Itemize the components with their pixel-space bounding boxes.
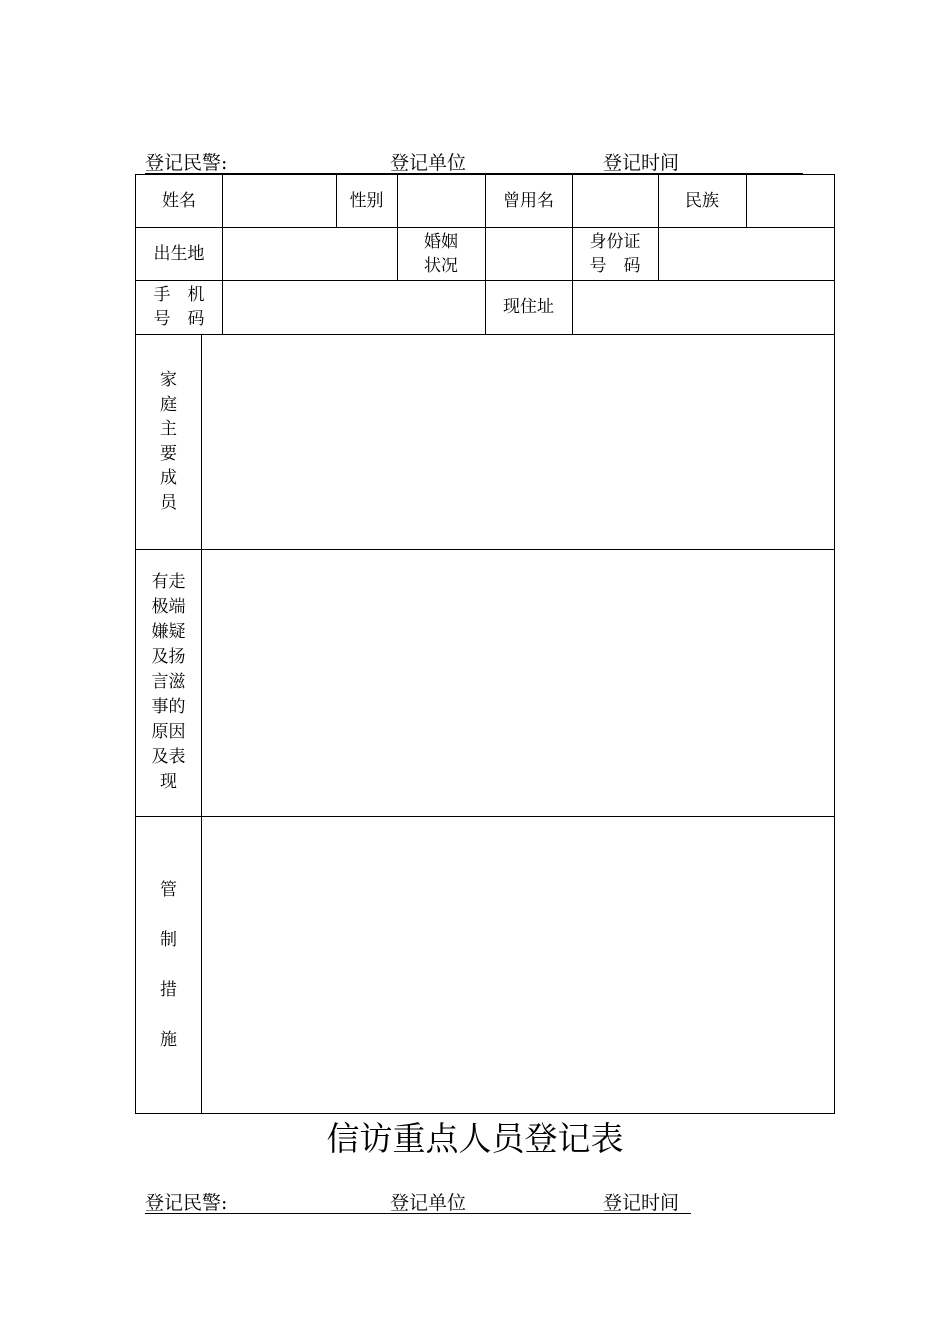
marital-status-label: 婚姻 状况 (424, 231, 458, 276)
registration-footer (145, 1188, 693, 1216)
address-label: 现住址 (503, 297, 554, 317)
control-measures-label-text: 管制措施 (160, 879, 177, 1050)
name-label: 姓名 (162, 191, 196, 211)
birthplace-field[interactable] (222, 227, 397, 280)
extreme-reason-field[interactable] (201, 549, 834, 816)
birthplace-label: 出生地 (153, 243, 205, 264)
registration-form (135, 174, 835, 1114)
time-label: 登记时间 (603, 152, 680, 174)
registration-header (145, 148, 805, 176)
control-measures-label (136, 816, 201, 1113)
control-measures-field[interactable] (201, 816, 834, 1113)
form-title: 信访重点人员登记表 (326, 1119, 624, 1158)
officer-label: 登记民警: (145, 1192, 228, 1214)
id-number-label: 身份证 号 码 (589, 231, 641, 276)
ethnicity-field[interactable] (746, 175, 834, 227)
name-field[interactable] (222, 175, 336, 227)
family-members-field[interactable] (201, 334, 834, 549)
address-field[interactable] (572, 280, 834, 334)
id-number-field[interactable] (658, 227, 834, 280)
officer-label: 登记民警: (145, 152, 228, 174)
former-name-label: 曾用名 (503, 191, 554, 211)
marital-status-field[interactable] (485, 227, 572, 280)
former-name-field[interactable] (572, 175, 658, 227)
time-label: 登记时间 (603, 1192, 680, 1214)
extreme-reason-label: 有走 极端 嫌疑 及扬 言滋 事的 原因 及表 现 (151, 572, 186, 792)
gender-field[interactable] (397, 175, 485, 227)
unit-label: 登记单位 (390, 152, 467, 174)
gender-label: 性别 (349, 191, 384, 211)
family-members-label-text: 家庭主要成员 (160, 370, 177, 513)
ethnicity-label: 民族 (685, 191, 719, 211)
family-members-label (136, 334, 201, 549)
footer-underline (145, 1213, 691, 1214)
phone-field[interactable] (222, 280, 485, 334)
phone-label: 手 机 号 码 (153, 285, 205, 329)
unit-label: 登记单位 (390, 1192, 467, 1214)
